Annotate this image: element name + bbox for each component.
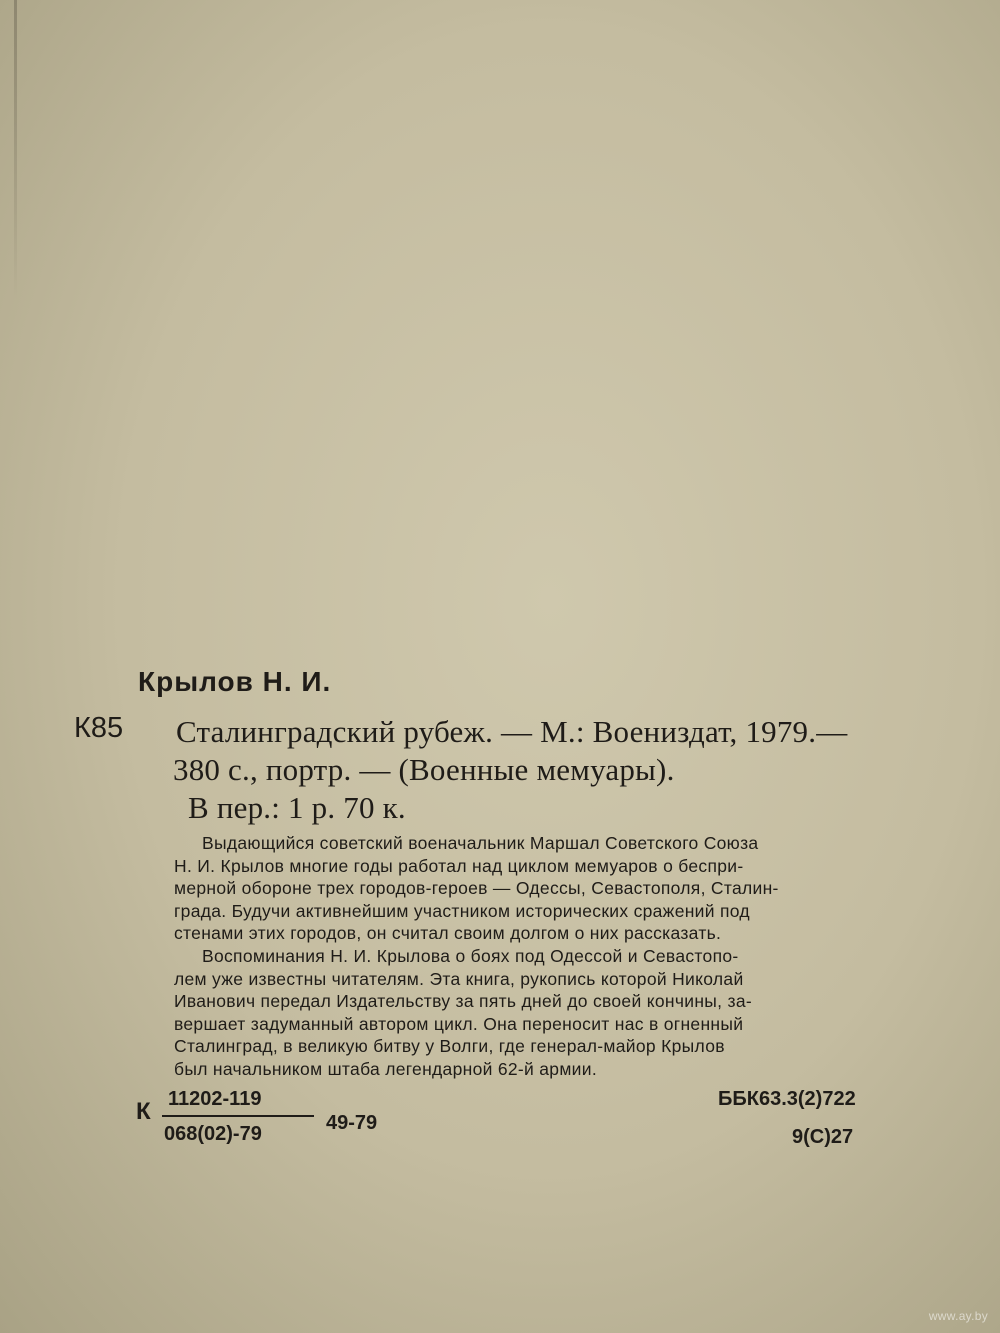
annotation-line: лем уже известны читателям. Эта книга, рукопись которой Николай	[174, 968, 744, 989]
price-line: В пер.: 1 р. 70 к.	[188, 790, 406, 825]
bibliographic-record	[173, 713, 848, 827]
annotation-line: Иванович передал Издательству за пять дней до своей кончины, за-	[174, 991, 752, 1012]
catalog-k-letter: К	[136, 1098, 151, 1125]
catalog-series-number: 49-79	[326, 1112, 378, 1134]
watermark: www.ay.by	[928, 1309, 988, 1323]
bbk-index: ББК63.3(2)722	[718, 1088, 856, 1110]
annotation-line: был начальником штаба легендарной 62-й армии.	[174, 1058, 597, 1079]
annotation-line: Воспоминания Н. И. Крылова о боях под Одессой и Севастопо-	[202, 945, 739, 966]
annotation-line: Выдающийся советский военачальник Маршал Советского Союза	[202, 833, 759, 853]
udk-index: 9(С)27	[792, 1126, 854, 1148]
fraction-numerator: 11202-119	[162, 1088, 314, 1117]
fraction-denominator: 068(02)-79	[164, 1123, 262, 1145]
title-line: Сталинградский рубеж. — М.: Воениздат, 1979.—	[176, 714, 848, 749]
pages-series-line: 380 с., портр. — (Военные мемуары).	[173, 752, 675, 787]
page-fold-shadow	[14, 0, 17, 300]
annotation-line: мерной обороне трех городов-героев — Одессы, Севастополя, Сталин-	[174, 878, 779, 899]
annotation-line: стенами этих городов, он считал своим долгом о них рассказать.	[174, 923, 722, 944]
annotation-text	[174, 832, 890, 1081]
annotation-paragraph	[174, 832, 890, 945]
annotation-line: Н. И. Крылов многие годы работал над циклом мемуаров о беспри-	[174, 855, 744, 876]
catalog-fraction	[162, 1088, 314, 1146]
annotation-line: вершает задуманный автором цикл. Она переносит нас в огненный	[174, 1013, 744, 1034]
annotation-paragraph	[174, 945, 890, 1081]
annotation-line: Сталинград, в великую битву у Волги, где генерал-майор Крылов	[174, 1036, 725, 1057]
author-code: К85	[74, 712, 124, 744]
annotation-line: града. Будучи активнейшим участником исторических сражений под	[174, 900, 750, 921]
author-name: Крылов Н. И.	[138, 666, 332, 697]
